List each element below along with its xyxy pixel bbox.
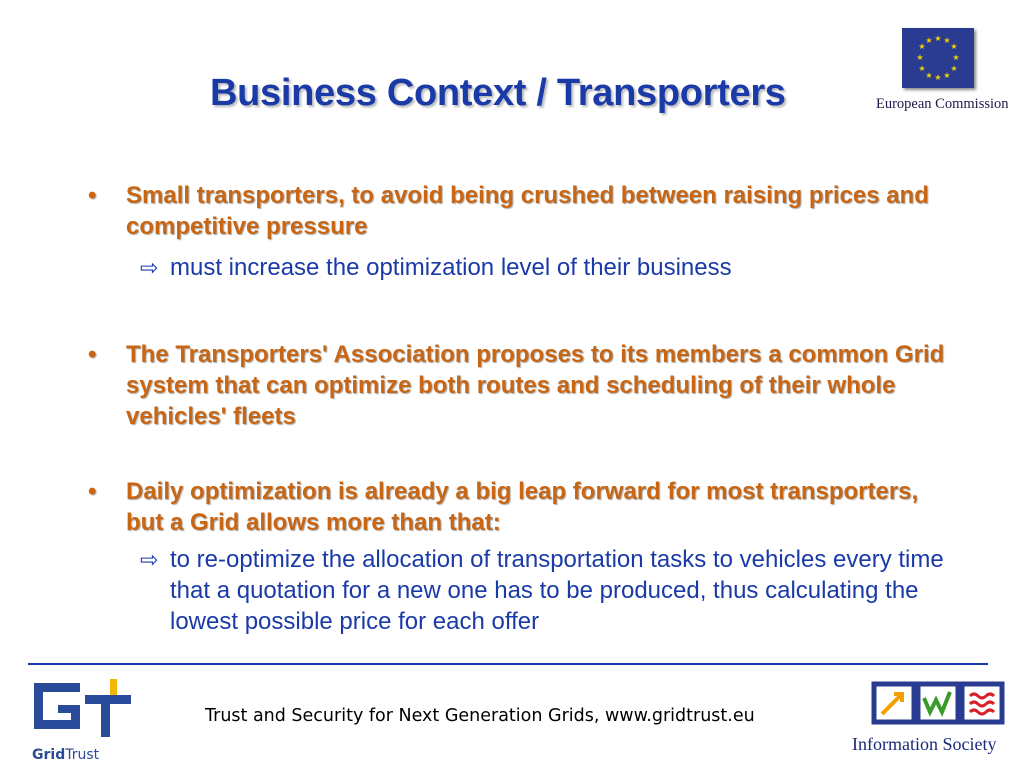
- svg-text:★: ★: [943, 71, 951, 80]
- sub-item: [88, 252, 948, 283]
- bullet-item: [88, 339, 948, 432]
- svg-text:★: ★: [934, 34, 942, 43]
- bullet-item: [88, 476, 948, 538]
- arrow-icon: ⇨: [140, 547, 159, 572]
- bullet-text: Daily optimization is already a big leap forward for most transporters, but a Grid allows more than that:: [126, 478, 919, 536]
- bullet-dot: •: [88, 182, 97, 209]
- svg-text:★: ★: [916, 53, 924, 62]
- european-commission-logo: [876, 24, 1024, 124]
- slide-title: Business Context / Transporters: [210, 72, 786, 114]
- svg-text:★: ★: [918, 42, 926, 51]
- footer-text: Trust and Security for Next Generation Grids, www.gridtrust.eu: [205, 706, 755, 726]
- svg-text:★: ★: [943, 36, 951, 45]
- bullet-dot: •: [88, 341, 97, 368]
- bullet-text: Small transporters, to avoid being crushed between raising prices and competitive pressure: [126, 182, 929, 240]
- bullet-item: [88, 180, 948, 242]
- svg-text:★: ★: [950, 64, 958, 73]
- information-society-logo: [852, 680, 1024, 765]
- gridtrust-logo: [30, 675, 140, 765]
- footer-divider: [28, 663, 988, 665]
- svg-text:★: ★: [934, 73, 942, 82]
- sub-item-text: must increase the optimization level of their business: [170, 254, 732, 281]
- bullet-dot: •: [88, 478, 97, 505]
- svg-text:★: ★: [925, 71, 933, 80]
- svg-text:★: ★: [918, 64, 926, 73]
- eu-flag-icon: [902, 28, 974, 88]
- sub-item: [88, 544, 948, 637]
- sub-item-text: to re-optimize the allocation of transportation tasks to vehicles every time that a quotation for a new one has to be produced, thus calculating the lowest possible price for each offer: [170, 546, 944, 635]
- information-society-label: Information Society: [852, 734, 997, 754]
- arrow-icon: ⇨: [140, 255, 159, 280]
- svg-text:★: ★: [925, 36, 933, 45]
- svg-text:★: ★: [950, 42, 958, 51]
- bullet-text: The Transporters' Association proposes to its members a common Grid system that can optimize both routes and scheduling of their whole vehicles' fleets: [126, 341, 945, 430]
- svg-text:★: ★: [952, 53, 960, 62]
- slide-body: [88, 180, 948, 637]
- european-commission-label: European Commission: [876, 96, 1009, 112]
- svg-text:GridTrust: GridTrust: [32, 747, 100, 763]
